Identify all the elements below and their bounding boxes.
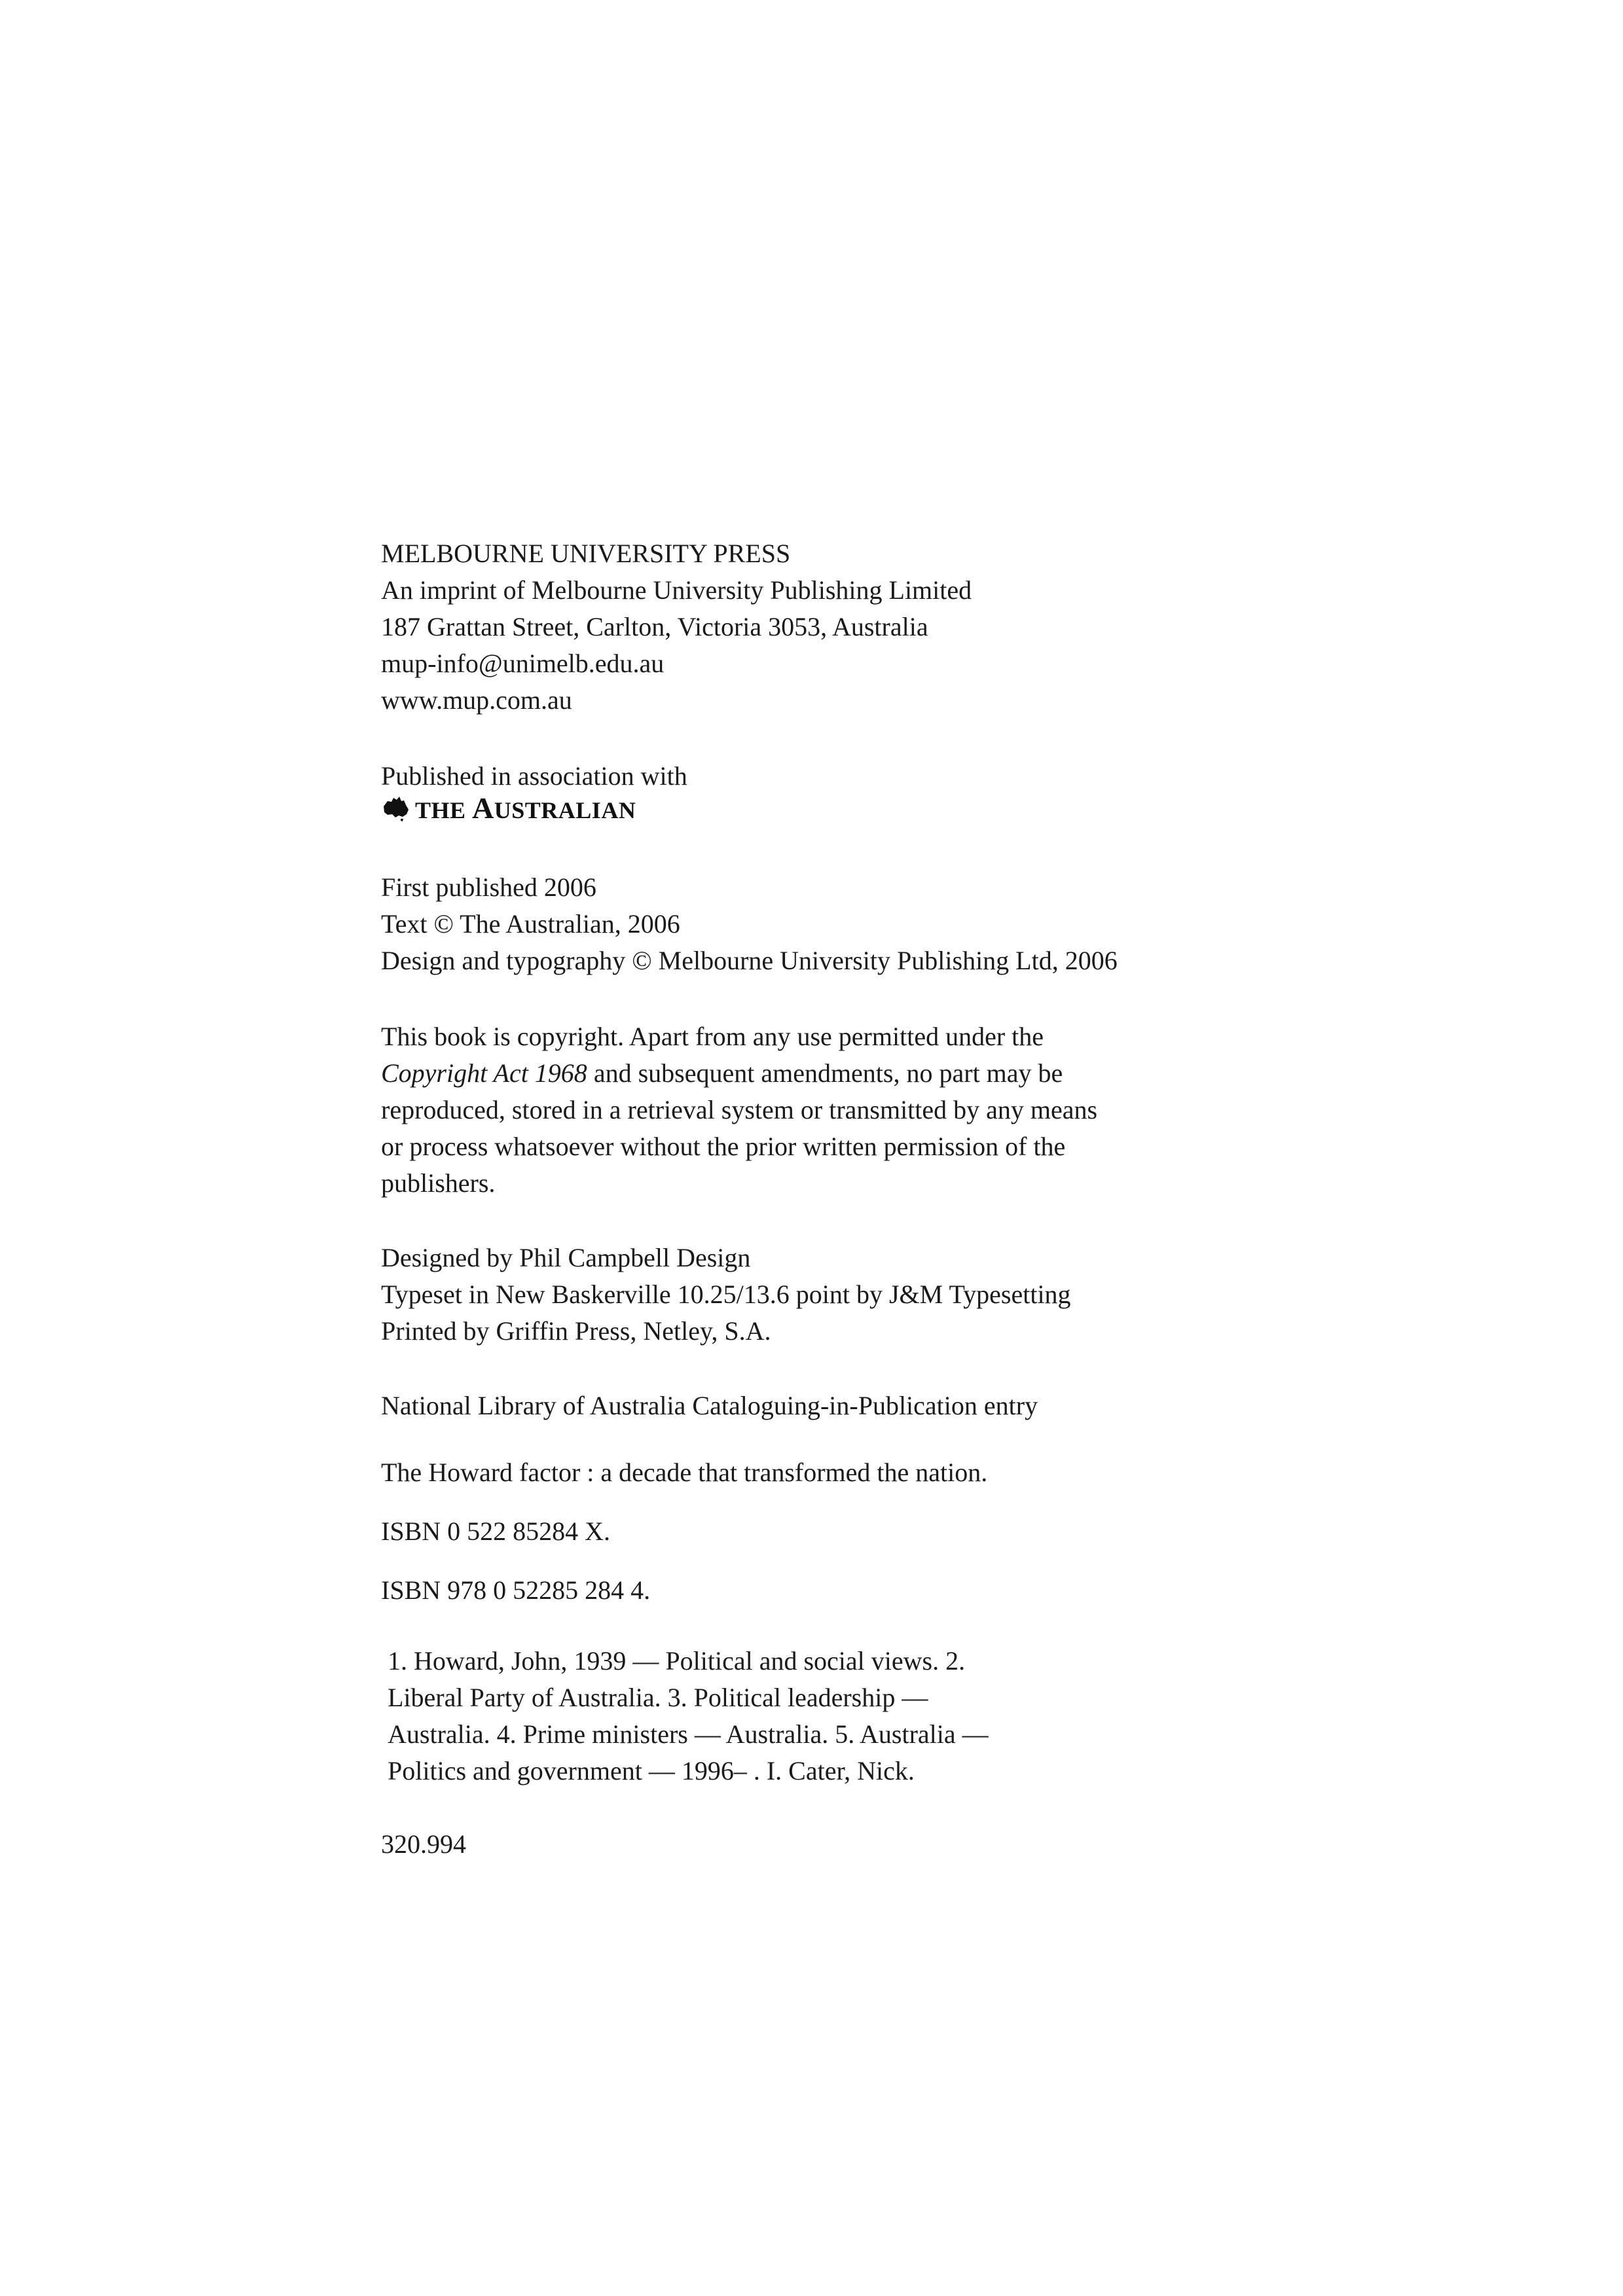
catalogue-title: The Howard factor : a decade that transformed the nation. xyxy=(381,1458,988,1487)
cataloguing-heading: National Library of Australia Cataloguing-in-Publication entry xyxy=(381,1391,1038,1420)
logo-wordmark xyxy=(415,791,636,825)
publisher-website: www.mup.com.au xyxy=(381,685,572,715)
subject-line: Politics and government — 1996– . I. Cater, Nick. xyxy=(388,1756,915,1785)
printed-by: Printed by Griffin Press, Netley, S.A. xyxy=(381,1316,771,1346)
publisher-email: mup-info@unimelb.edu.au xyxy=(381,649,665,678)
copyright-notice xyxy=(381,1018,1559,1202)
australia-map-icon xyxy=(380,792,411,823)
isbn10-block xyxy=(381,1513,1559,1550)
publisher-address: 187 Grattan Street, Carlton, Victoria 3053, Australia xyxy=(381,612,928,641)
classification-block xyxy=(381,1826,1559,1863)
publisher-block xyxy=(381,535,1559,719)
publisher-imprint: An imprint of Melbourne University Publishing Limited xyxy=(381,575,972,605)
subject-line: 1. Howard, John, 1939 — Political and social views. 2. xyxy=(388,1646,966,1676)
copyright-line: publishers. xyxy=(381,1168,496,1198)
copyright-line: This book is copyright. Apart from any use permitted under the xyxy=(381,1022,1044,1051)
copyright-line-text: and subsequent amendments, no part may be xyxy=(587,1058,1063,1088)
publisher-name: MELBOURNE UNIVERSITY PRESS xyxy=(381,539,791,568)
copyright-line: reproduced, stored in a retrieval system or transmitted by any means xyxy=(381,1095,1098,1124)
text-copyright: Text © The Australian, 2006 xyxy=(381,909,680,939)
production-block xyxy=(381,1240,1559,1350)
logo-text-part: A xyxy=(472,791,494,825)
publication-block xyxy=(381,869,1559,979)
copyright-act-title: Copyright Act 1968 xyxy=(381,1058,587,1088)
logo-text-part: THE xyxy=(415,797,473,823)
first-published: First published 2006 xyxy=(381,872,596,902)
design-copyright: Design and typography © Melbourne University Publishing Ltd, 2006 xyxy=(381,946,1118,975)
isbn-10: ISBN 0 522 85284 X. xyxy=(381,1516,611,1546)
catalogue-title-block xyxy=(381,1454,1559,1491)
isbn13-block xyxy=(381,1572,1559,1609)
association-text: Published in association with xyxy=(381,761,687,791)
designed-by: Designed by Phil Campbell Design xyxy=(381,1243,751,1272)
isbn-13: ISBN 978 0 52285 284 4. xyxy=(381,1575,651,1605)
dewey-classification: 320.994 xyxy=(381,1829,466,1859)
typeset-info: Typeset in New Baskerville 10.25/13.6 point by J&M Typesetting xyxy=(381,1280,1071,1309)
copyright-line: or process whatsoever without the prior written permission of the xyxy=(381,1132,1066,1161)
subject-headings xyxy=(388,1643,1501,1789)
logo-text-part: USTRALIAN xyxy=(494,797,636,823)
subject-line: Liberal Party of Australia. 3. Political leadership — xyxy=(388,1683,928,1712)
copyright-line xyxy=(381,1055,1559,1092)
the-australian-logo xyxy=(380,791,636,825)
cataloguing-heading-block xyxy=(381,1388,1559,1424)
association-block xyxy=(381,758,1559,795)
subject-line: Australia. 4. Prime ministers — Australia. 5. Australia — xyxy=(388,1719,989,1749)
